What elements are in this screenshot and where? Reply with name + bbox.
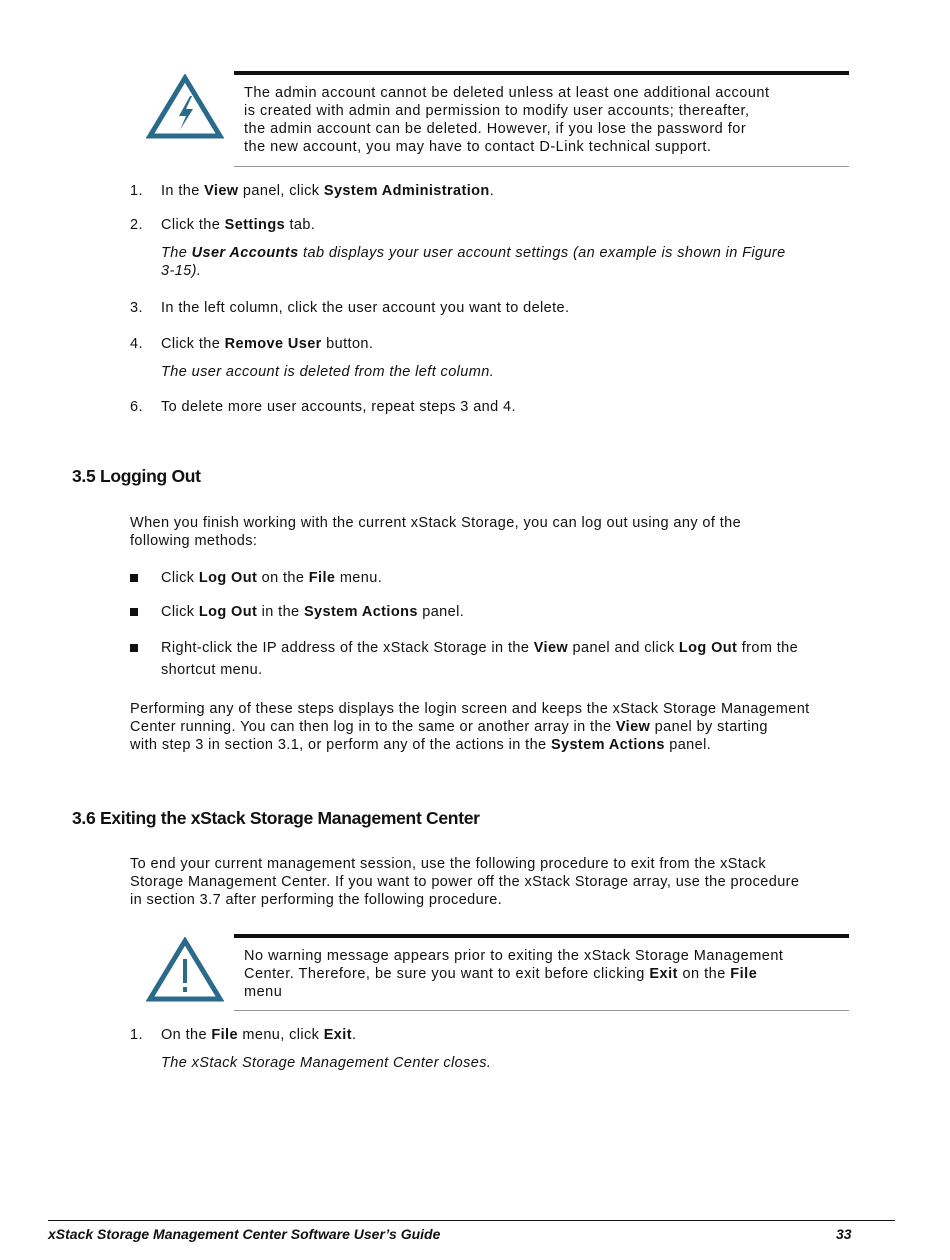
note-line: No warning message appears prior to exiting the xStack Storage Management [244, 948, 784, 964]
step-text: To delete more user accounts, repeat steps 3 and 4. [161, 399, 516, 415]
step-text: panel, click [238, 183, 324, 199]
bullet-square-icon [130, 608, 138, 616]
view-panel-term: View [615, 719, 651, 735]
section-heading-exiting: 3.6 Exiting the xStack Storage Management Center [72, 808, 480, 828]
exit-term: Exit [649, 966, 678, 982]
bullet-text: panel. [417, 604, 465, 620]
step-text: . [351, 1027, 357, 1043]
bullet-text: from the [737, 640, 799, 656]
paragraph-text: with step 3 in section 3.1, or perform any of the actions in the [130, 737, 551, 753]
bullet-text: menu. [335, 570, 383, 586]
paragraph-line: in section 3.7 after performing the following procedure. [130, 892, 503, 908]
step-number: 1. [130, 1027, 143, 1043]
result-text: The [161, 245, 192, 261]
exclamation-warning-icon [146, 937, 224, 1003]
note-line: the admin account can be deleted. However, if you lose the password for [244, 121, 747, 137]
step-text: In the [161, 183, 205, 199]
step-text: On the [161, 1027, 212, 1043]
step-text: . [489, 183, 495, 199]
note-line: menu [244, 984, 283, 1000]
step-text: tab. [285, 217, 316, 233]
footer-divider [48, 1220, 895, 1221]
bullet-square-icon [130, 574, 138, 582]
step-number: 2. [130, 217, 143, 233]
note-text: on the [677, 966, 731, 982]
step-number: 6. [130, 399, 143, 415]
note-line: is created with admin and permission to modify user accounts; thereafter, [244, 103, 750, 119]
bullet-text: panel and click [568, 640, 679, 656]
result-text: tab displays your user account settings (an example is shown in Figure [298, 245, 786, 261]
exiting-paragraph [130, 855, 905, 909]
note-text: Center. Therefore, be sure you want to exit before clicking [244, 966, 650, 982]
bullet-text: in the [257, 604, 304, 620]
view-panel-term: View [533, 640, 569, 656]
footer-title: xStack Storage Management Center Software User’s Guide [48, 1226, 441, 1242]
paragraph-line: Storage Management Center. If you want to power off the xStack Storage array, use the procedure [130, 874, 800, 890]
paragraph-line: To end your current management session, use the following procedure to exit from the xStack [130, 856, 767, 872]
bullet-text: on the [257, 570, 309, 586]
remove-user-term: Remove User [224, 336, 322, 352]
note-line: The admin account cannot be deleted unless at least one additional account [244, 85, 770, 101]
lightning-warning-icon [146, 74, 224, 140]
paragraph-line: When you finish working with the current xStack Storage, you can log out using any of the [130, 515, 742, 531]
file-menu-term: File [211, 1027, 238, 1043]
system-actions-term: System Actions [550, 737, 665, 753]
logging-out-intro [130, 514, 900, 550]
logging-out-paragraph [130, 700, 900, 754]
bullet-text: Right-click the IP address of the xStack Storage in the [161, 640, 534, 656]
step-number: 4. [130, 336, 143, 352]
log-out-term: Log Out [198, 570, 258, 586]
result-text: 3-15). [161, 263, 202, 279]
step-text: Click the [161, 217, 225, 233]
note-line: the new account, you may have to contact D-Link technical support. [244, 139, 712, 155]
user-accounts-term: User Accounts [191, 245, 299, 261]
page-number: 33 [836, 1226, 852, 1242]
admin-delete-note [234, 71, 849, 167]
file-menu-term: File [308, 570, 336, 586]
paragraph-line: following methods: [130, 533, 258, 549]
log-out-term: Log Out [198, 604, 258, 620]
file-menu-term: File [730, 966, 758, 982]
step-number: 3. [130, 300, 143, 316]
result-text: The user account is deleted from the left column. [161, 364, 495, 380]
paragraph-line: Performing any of these steps displays the login screen and keeps the xStack Storage Management [130, 701, 810, 717]
step-text: Click the [161, 336, 225, 352]
log-out-term: Log Out [678, 640, 738, 656]
bullet-text: shortcut menu. [161, 662, 263, 678]
exit-warning-note [234, 934, 849, 1011]
step-text: button. [321, 336, 374, 352]
system-administration-term: System Administration [323, 183, 490, 199]
exit-term: Exit [323, 1027, 352, 1043]
settings-tab-term: Settings [224, 217, 286, 233]
bullet-text: Click [161, 604, 199, 620]
view-panel-term: View [204, 183, 239, 199]
step-text: In the left column, click the user account you want to delete. [161, 300, 570, 316]
result-text: The xStack Storage Management Center closes. [161, 1055, 492, 1071]
paragraph-text: Center running. You can then log in to the same or another array in the [130, 719, 616, 735]
step-text: menu, click [237, 1027, 324, 1043]
bullet-square-icon [130, 644, 138, 652]
section-heading-logging-out: 3.5 Logging Out [72, 466, 201, 486]
step-number: 1. [130, 183, 143, 199]
bullet-text: Click [161, 570, 199, 586]
system-actions-term: System Actions [303, 604, 418, 620]
paragraph-text: panel by starting [650, 719, 768, 735]
paragraph-text: panel. [664, 737, 712, 753]
